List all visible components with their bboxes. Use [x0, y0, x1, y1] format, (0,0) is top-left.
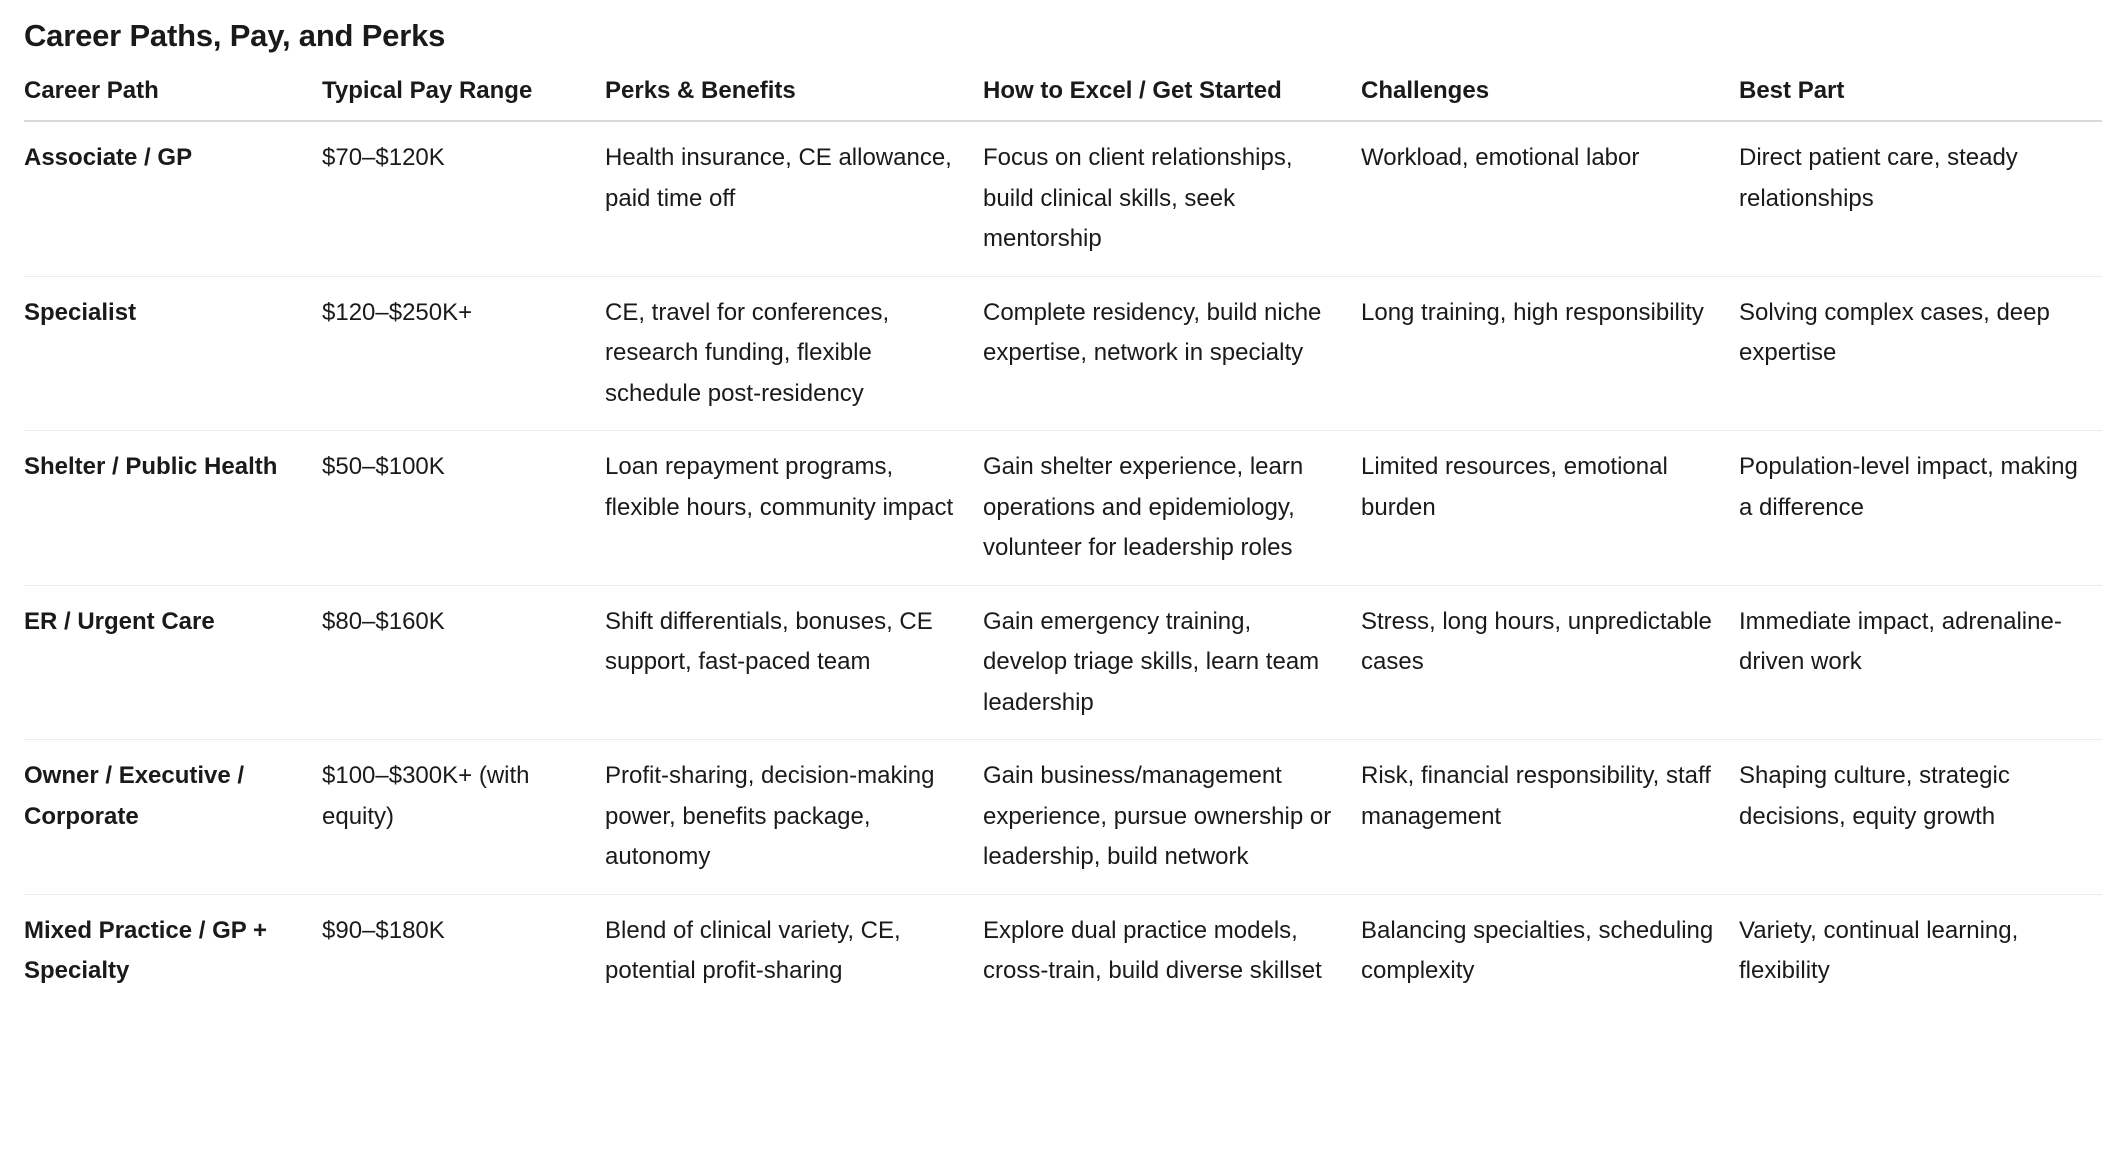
cell-career-path: Specialist — [24, 276, 322, 431]
cell-challenges: Long training, high responsibility — [1361, 276, 1739, 431]
header-career-path: Career Path — [24, 72, 322, 121]
page-title: Career Paths, Pay, and Perks — [24, 18, 446, 53]
cell-how-to-excel: Explore dual practice models, cross-train, build diverse skillset — [983, 916, 1322, 984]
cell-challenges: Balancing specialties, scheduling complexity — [1361, 916, 1714, 984]
cell-best-part: Population-level impact, making a difference — [1739, 431, 2102, 586]
cell-perks: Blend of clinical variety, CE, potential profit-sharing — [605, 916, 901, 984]
cell-best-part: Direct patient care, steady relationships — [1739, 121, 2102, 276]
cell-challenges: Risk, financial responsibility, staff management — [1361, 740, 1739, 895]
cell-perks: Health insurance, CE allowance, paid time off — [605, 121, 983, 276]
cell-career-path: Owner / Executive / Corporate — [24, 740, 322, 895]
header-perks: Perks & Benefits — [605, 72, 983, 121]
cell-challenges: Stress, long hours, unpredictable cases — [1361, 585, 1739, 740]
table-row — [24, 740, 2102, 895]
table-row — [24, 121, 2102, 276]
cell-pay-range: $120–$250K+ — [322, 276, 605, 431]
cell-perks: Shift differentials, bonuses, CE support, fast-paced team — [605, 585, 983, 740]
table-row — [24, 585, 2102, 740]
cell-challenges: Limited resources, emotional burden — [1361, 431, 1739, 586]
header-challenges: Challenges — [1361, 72, 1739, 121]
table-row — [24, 276, 2102, 431]
cell-pay-range: $50–$100K — [322, 431, 605, 586]
cell-best-part: Variety, continual learning, flexibility — [1739, 916, 2019, 984]
cell-how-to-excel: Gain emergency training, develop triage skills, learn team leadership — [983, 585, 1361, 740]
cell-pay-range: $80–$160K — [322, 585, 605, 740]
header-how-to-excel: How to Excel / Get Started — [983, 72, 1361, 121]
cell-perks: Loan repayment programs, flexible hours, community impact — [605, 431, 983, 586]
cell-pay-range: $70–$120K — [322, 121, 605, 276]
cell-pay-range: $100–$300K+ (with equity) — [322, 740, 605, 895]
cell-how-to-excel: Focus on client relationships, build clinical skills, seek mentorship — [983, 121, 1361, 276]
cell-career-path: Mixed Practice / GP + Specialty — [24, 916, 268, 984]
header-pay-range: Typical Pay Range — [322, 72, 605, 121]
cell-pay-range: $90–$180K — [322, 916, 445, 944]
cell-best-part: Immediate impact, adrenaline-driven work — [1739, 585, 2102, 740]
cell-career-path: ER / Urgent Care — [24, 585, 322, 740]
cell-how-to-excel: Gain shelter experience, learn operations and epidemiology, volunteer for leadership roles — [983, 431, 1361, 586]
cell-best-part: Shaping culture, strategic decisions, equity growth — [1739, 740, 2102, 895]
career-table — [24, 72, 2102, 1008]
cell-career-path: Associate / GP — [24, 121, 322, 276]
cell-challenges: Workload, emotional labor — [1361, 121, 1739, 276]
cell-perks: Profit-sharing, decision-making power, benefits package, autonomy — [605, 740, 983, 895]
table-row — [24, 894, 2102, 1008]
cell-best-part: Solving complex cases, deep expertise — [1739, 276, 2102, 431]
table-header-row — [24, 72, 2102, 121]
cell-how-to-excel: Complete residency, build niche expertise, network in specialty — [983, 276, 1361, 431]
cell-perks: CE, travel for conferences, research funding, flexible schedule post-residency — [605, 276, 983, 431]
header-best-part: Best Part — [1739, 72, 2102, 121]
cell-career-path: Shelter / Public Health — [24, 431, 322, 586]
table-row — [24, 431, 2102, 586]
cell-how-to-excel: Gain business/management experience, pursue ownership or leadership, build network — [983, 740, 1361, 895]
